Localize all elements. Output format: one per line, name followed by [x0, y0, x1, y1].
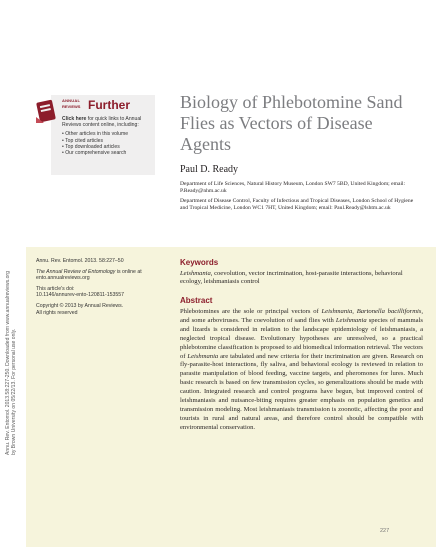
further-link-search[interactable]: • Our comprehensive search — [62, 150, 154, 156]
annual-reviews-logo-icon — [32, 97, 60, 125]
author-name: Paul D. Ready — [180, 164, 239, 175]
further-intro: for quick links to Annual Reviews content online, including: — [62, 116, 142, 129]
abstract-taxon: Bartonella bacilliformis — [356, 308, 422, 315]
copyright: Copyright © 2013 by Annual Reviews. — [36, 302, 124, 309]
further-link-other-articles[interactable]: • Other articles in this volume — [62, 131, 154, 137]
further-link-top-downloaded[interactable]: • Top downloaded articles — [62, 144, 154, 150]
download-sidebar — [2, 135, 16, 455]
abstract-heading: Abstract — [180, 296, 213, 305]
online-url[interactable]: is online at ento.annualreviews.org — [36, 268, 142, 282]
citation: Annu. Rev. Entomol. 2013. 58:227–50 — [36, 258, 124, 264]
journal-name: The Annual Review of Entomology — [36, 268, 116, 275]
abstract-taxon: Leishmania — [187, 352, 219, 360]
keyword-list: , coevolution, vector incrimination, host-parasite interactions, behavioral ecology, leishmaniasis control — [180, 270, 403, 286]
abstract-segment: , — [352, 308, 357, 315]
article-metadata — [36, 258, 156, 320]
download-notice-line: Annu. Rev. Entomol. 2013.58:227-250. Downloaded from www.annualreviews.org — [5, 271, 11, 455]
article-title: Biology of Phlebotomine Sand Flies as Vectors of Disease Agents — [180, 92, 403, 154]
further-link-list — [62, 131, 154, 156]
click-here-link[interactable]: Click here — [62, 116, 87, 122]
further-heading — [62, 99, 80, 103]
abstract-segment: , and some arboviruses. The coevolution of sand flies with — [180, 308, 424, 324]
rights: All rights reserved — [36, 309, 78, 316]
keyword-italic: Leishmania — [180, 270, 211, 277]
abstract-segment: species of mammals and lizards is considered in relation to the landscape epidemiology of leishmaniasis, a neglected tropical disease. Evolutionary hypotheses are unresolved, so a practical phlebotomine classification is proposed to aid biomedical information retrieval. The vectors of — [180, 316, 423, 360]
download-notice — [5, 135, 18, 455]
further-link-top-cited[interactable]: • Top cited articles — [62, 138, 154, 144]
keywords-heading: Keywords — [180, 258, 219, 267]
author-affiliations — [180, 181, 420, 215]
abstract-text — [180, 308, 423, 433]
doi-block — [36, 286, 156, 299]
abstract-segment: are tabulated and new criteria for their incrimination are given. Research on fly-parasite-host interactions, fly saliva, and behavioral ecology is reviewed in relation to parasite manipulation of blood feeding, vaccine targets, and pheromones for lures. Much basic research is based on few transmission cycles, so generalizations should be made with caution. Integrated research and control programs have begun, but improved control of leishmaniasis and nuisance-biting requires greater emphasis on population genetics and transmission modeling. Most leishmaniasis transmission is zoonotic, affecting the poor and tourists in rural and natural areas, and therefore control should be compatible with environmental conservation. — [180, 352, 423, 431]
abstract-segment: Phlebotomines are the sole or principal vectors of — [180, 308, 322, 315]
abstract-taxon: Leishmania — [335, 316, 367, 324]
badge-top-text: ANNUAL — [62, 98, 81, 103]
page-number: 227 — [380, 528, 390, 534]
abstract-taxon: Leishmania — [321, 308, 353, 315]
further-title: Further — [88, 98, 130, 112]
doi-value[interactable]: 10.1146/annurev-ento-120811-153557 — [36, 292, 125, 299]
badge-bottom-text: REVIEWS — [62, 104, 81, 109]
copyright-block — [36, 303, 156, 316]
keywords-text — [180, 270, 420, 286]
doi-label: This article's doi: — [36, 285, 75, 292]
online-notice — [36, 269, 156, 282]
affiliation: Department of Disease Control, Faculty of Infectious and Tropical Diseases, London School of Hygiene and Tropical Medicine, London WC1 7HT, United Kingdom; email: Paul.Ready@lshtm.ac.uk — [180, 198, 414, 211]
further-description — [62, 116, 154, 156]
download-notice-line: by Brown University on 05/22/13. For personal use only. — [11, 328, 18, 455]
affiliation: Department of Life Sciences, Natural History Museum, London SW7 5BD, United Kingdom; email: P.Ready@nhm.ac.uk — [180, 181, 406, 194]
